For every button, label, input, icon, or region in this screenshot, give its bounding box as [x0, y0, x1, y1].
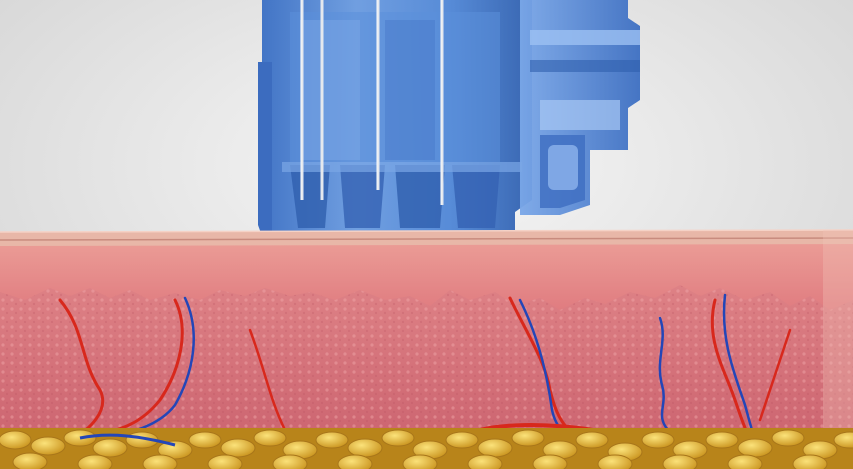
fat-layer [0, 428, 853, 469]
microneedle-cartridge-icon [258, 0, 640, 236]
